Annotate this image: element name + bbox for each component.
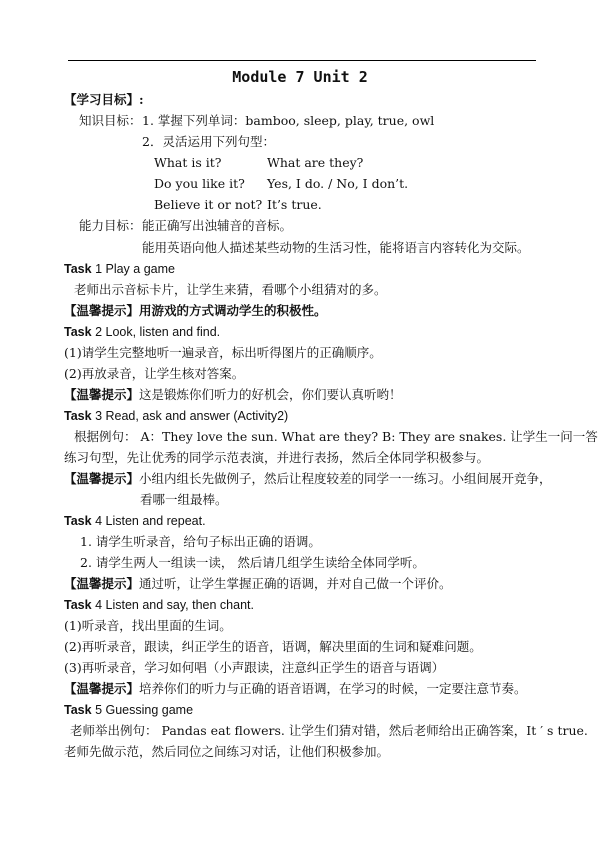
tip-text-continued: 看哪一组最棒。 (140, 492, 228, 507)
task-line: 1. 请学生听录音，给句子标出正确的语调。 (80, 534, 321, 549)
sentence-right: Yes, I do. / No, I don’t. (267, 176, 409, 191)
tip-label: 【温馨提示】 (64, 387, 140, 402)
knowledge-item-2: 2．灵活运用下列句型： (142, 134, 275, 149)
task-key: Task (64, 514, 92, 528)
task-title: 3 Read, ask and answer (Activity2) (95, 409, 289, 423)
ability-label: 能力目标： (79, 218, 142, 233)
task-line: (3)再听录音，学习如何唱（小声跟读，注意纠正学生的语音与语调） (64, 660, 445, 675)
ability-item-2: 能用英语向他人描述某些动物的生活习性，能将语言内容转化为交际。 (142, 240, 530, 255)
sentence-left: Believe it or not? (154, 197, 263, 212)
tip-text: 培养你们的听力与正确的语音语调，在学习的时候，一定要注意节奏。 (139, 681, 527, 696)
task-title: 1 Play a game (95, 262, 175, 276)
task-title: 4 Listen and repeat. (95, 514, 206, 528)
task-title: 5 Guessing game (95, 703, 194, 717)
task-heading (64, 513, 206, 529)
objectives-heading: 【学习目标】: (64, 92, 144, 107)
task-heading (64, 597, 254, 613)
page-title: Module 7 Unit 2 (232, 68, 368, 86)
tip-text: 小组内组长先做例子，然后让程度较差的同学一一练习。小组间展开竞争， (139, 471, 552, 486)
tip-row (64, 303, 327, 319)
task-title: 4 Listen and say, then chant. (95, 598, 254, 612)
task-line: (2)再放录音，让学生核对答案。 (64, 366, 245, 381)
tip-label: 【温馨提示】 (64, 303, 140, 318)
task-line: (1)请学生完整地听一遍录音，标出听得图片的正确顺序。 (64, 345, 382, 360)
task-line: (1)听录音，找出里面的生词。 (64, 618, 232, 633)
tip-text: 用游戏的方式调动学生的积极性。 (139, 303, 327, 318)
knowledge-item-1: 1. 掌握下列单词：bamboo, sleep, play, true, owl (142, 113, 435, 128)
task-title: 2 Look, listen and find. (95, 325, 221, 339)
task-heading (64, 702, 193, 718)
task-line: 老师出示音标卡片，让学生来猜，看哪个小组猜对的多。 (74, 282, 387, 297)
task-key: Task (64, 262, 92, 276)
tip-label: 【温馨提示】 (64, 681, 140, 696)
task-line: (2)再听录音，跟读，纠正学生的语音，语调，解决里面的生词和疑难问题。 (64, 639, 482, 654)
tip-row (64, 471, 552, 487)
task-key: Task (64, 703, 92, 717)
tip-row (64, 576, 452, 592)
task-key: Task (64, 325, 92, 339)
sentence-left: Do you like it? (154, 176, 245, 191)
tip-label: 【温馨提示】 (64, 576, 140, 591)
task-key: Task (64, 598, 92, 612)
top-rule (68, 60, 536, 61)
task-line: 老师先做示范，然后同位之间练习对话，让他们积极参加。 (64, 744, 390, 759)
task-line: 老师举出例句： Pandas eat flowers. 让学生们猜对错，然后老师给出正确答案，It ′ s true. (70, 723, 588, 738)
task-heading (64, 408, 288, 424)
task-line: 练习句型，先让优秀的同学示范表演，并进行表扬，然后全体同学积极参与。 (64, 450, 490, 465)
ability-item-1: 能正确写出浊辅音的音标。 (142, 218, 293, 233)
task-heading (64, 261, 175, 277)
tip-label: 【温馨提示】 (64, 471, 140, 486)
task-key: Task (64, 409, 92, 423)
task-line: 2. 请学生两人一组读一读， 然后请几组学生读给全体同学听。 (80, 555, 425, 570)
sentence-right: It’s true. (267, 197, 322, 212)
tip-row (64, 387, 402, 403)
task-line: 根据例句： A：They love the sun. What are they? B: They are snakes. 让学生一问一答 (74, 429, 598, 444)
sentence-left: What is it? (154, 155, 222, 170)
knowledge-label: 知识目标： (79, 113, 142, 128)
tip-text: 通过听，让学生掌握正确的语调，并对自己做一个评价。 (139, 576, 452, 591)
tip-row (64, 681, 527, 697)
task-heading (64, 324, 220, 340)
sentence-right: What are they? (267, 155, 364, 170)
tip-text: 这是锻炼你们听力的好机会，你们要认真听哟！ (139, 387, 402, 402)
